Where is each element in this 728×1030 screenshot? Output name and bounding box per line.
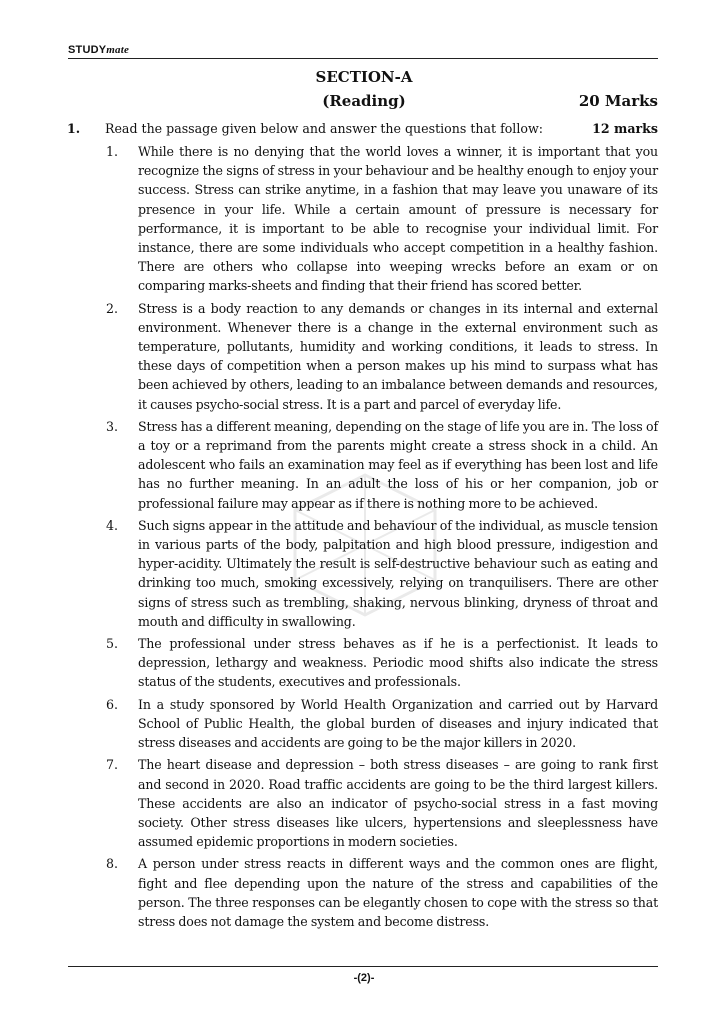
- page-number: -(2)-: [353, 972, 375, 984]
- paragraph-number: 4.: [106, 517, 119, 533]
- passage-paragraph: [106, 417, 658, 513]
- header-divider: [68, 58, 658, 59]
- paragraph-number: 8.: [106, 856, 119, 872]
- passage-paragraph: [106, 299, 658, 414]
- section-subtitle: (Reading): [322, 92, 406, 110]
- paragraph-number: 1.: [106, 144, 119, 159]
- question-marks: 12 marks: [592, 121, 658, 136]
- passage-paragraph: [106, 516, 658, 631]
- passage-paragraph: [106, 142, 658, 296]
- paragraph-text: The professional under stress behaves as if he is a perfectionist. It leads to depression, lethargy and weakness. Periodic mood shifts also indicate the stress status of the students, executives and professionals.: [138, 636, 658, 690]
- paragraph-number: 7.: [106, 757, 119, 773]
- paragraph-text: Stress is a body reaction to any demands or changes in its internal and external environment. Whenever there is a change in the external environment such as temperature, pollutants, humidity and working conditions, it leads to stress. In these days of competition when a person makes up his mind to surpass what has been achieved by others, leading to an imbalance between demands and resources, it causes psycho-social stress. It is a part and parcel of everyday life.: [138, 300, 658, 412]
- paragraph-text: Such signs appear in the attitude and behaviour of the individual, as muscle tension in various parts of the body, palpitation and high blood pressure, indigestion and hyper-acidity. Ultimately the result is self-destructive behaviour such as eating and drinking too much, smoking excessively, relying on tranquilisers. There are other signs of stress such as trembling, shaking, nervous blinking, dryness of throat and mouth and difficulty in swallowing.: [138, 517, 658, 629]
- paragraph-number: 5.: [106, 636, 119, 652]
- passage-paragraph: [106, 854, 658, 931]
- section-total-marks: 20 Marks: [578, 92, 658, 110]
- question-number: 1.: [67, 121, 81, 136]
- passage-paragraph: [106, 634, 658, 692]
- passage-paragraph: [106, 695, 658, 753]
- question-instruction: Read the passage given below and answer the questions that follow:: [105, 121, 543, 136]
- brand-study: STUDY: [68, 44, 107, 56]
- paragraph-text: A person under stress reacts in different ways and the common ones are flight, fight and flee depending upon the nature of the stress and capabilities of the person. The three responses can be elegantly chosen to cope with the stress so that stress does not damage the system and become distress.: [138, 856, 658, 929]
- section-title: SECTION-A: [315, 68, 413, 86]
- passage: [106, 142, 658, 934]
- paragraph-text: In a study sponsored by World Health Organization and carried out by Harvard School of Public Health, the global burden of diseases and injury indicated that stress diseases and accidents are going to be the major killers in 2020.: [138, 696, 658, 751]
- brand-mate: mate: [106, 44, 130, 56]
- paragraph-text: While there is no denying that the world loves a winner, it is important that you recognize the signs of stress in your behaviour and be healthy enough to enjoy your success. Stress can strike anytime, in a fashion that may leave you unaware of its presence in your life. While a certain amount of pressure is necessary for performance, it is important to be able to recognise your individual limit. For instance, there are some individuals who accept competition in a healthy fashion. There are others who collapse into weeping wrecks before an exam or on comparing marks-sheets and finding that their friend has scored better.: [138, 144, 658, 294]
- paragraph-number: 6.: [106, 696, 119, 712]
- paragraph-text: The heart disease and depression – both stress diseases – are going to rank first and second in 2020. Road traffic accidents are going to be the third largest killers. These accidents are also an indicator of psycho-social stress in a fast moving society. Other stress diseases like ulcers, hypertensions and sleeplessness have assumed epidemic proportions in modern societies.: [138, 757, 658, 850]
- footer-divider: [68, 966, 658, 967]
- paragraph-number: 2.: [106, 300, 119, 316]
- paragraph-number: 3.: [106, 418, 119, 434]
- header-brand: [68, 44, 129, 56]
- passage-paragraph: [106, 755, 658, 851]
- paragraph-text: Stress has a different meaning, depending on the stage of life you are in. The loss of a toy or a reprimand from the parents might create a stress shock in a child. An adolescent who fails an examination may feel as if everything has been lost and life has no further meaning. In an adult the loss of his or her companion, job or professional failure may appear as if there is nothing more to be achieved.: [138, 418, 658, 511]
